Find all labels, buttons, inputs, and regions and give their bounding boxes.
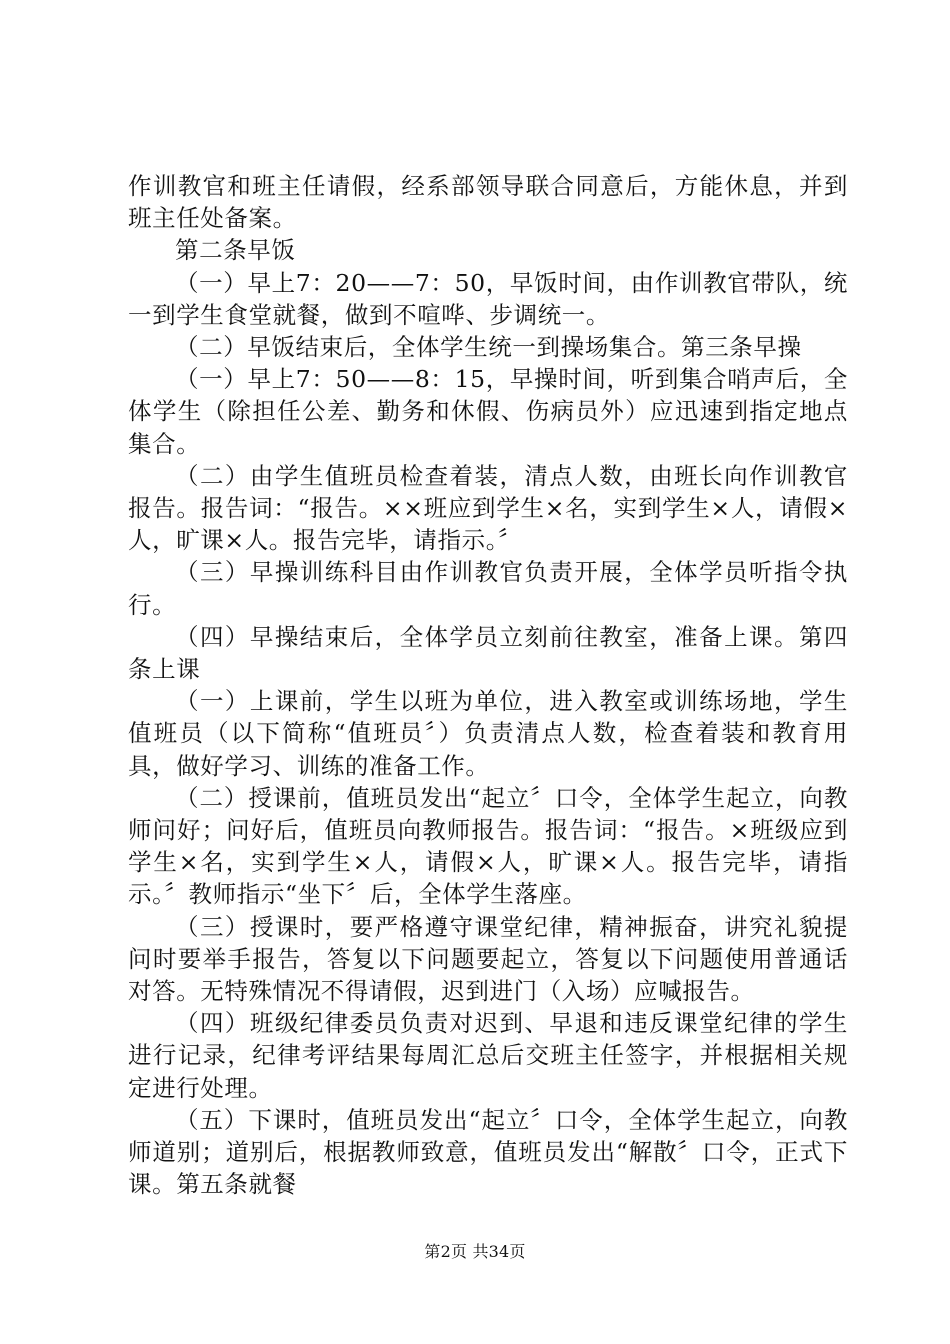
paragraph: （一）早上7：50——8：15，早操时间，听到集合哨声后，全体学生（除担任公差、勤务和休假、伤病员外）应迅速到指定地点集合。: [128, 365, 848, 458]
paragraph: （一）早上7：20——7：50，早饭时间，由作训教官带队，统一到学生食堂就餐，做到不喧哗、步调统一。: [128, 268, 848, 329]
paragraph: （四）班级纪律委员负责对迟到、早退和违反课堂纪律的学生进行记录，纪律考评结果每周汇总后交班主任签字，并根据相关规定进行处理。: [128, 1009, 848, 1102]
paragraph: （二）由学生值班员检查着装，清点人数，由班长向作训教官报告。报告词：“报告。××班应到学生×名，实到学生×人，请假×人，旷课×人。报告完毕，请指示。〞: [128, 461, 848, 555]
paragraph: （二）早饭结束后，全体学生统一到操场集合。第三条早操: [175, 333, 802, 362]
paragraph: （二）授课前，值班员发出“起立〞口令，全体学生起立，向教师问好；问好后，值班员向教师报告。报告词：“报告。×班级应到学生×名，实到学生×人，请假×人，旷课×人。报告完毕，请指示。〞教师指示“坐下〞后，全体学生落座。: [128, 783, 848, 909]
paragraph: （四）早操结束后，全体学员立刻前往教室，准备上课。第四条上课: [128, 622, 848, 684]
paragraph: 第二条早饭: [175, 236, 296, 265]
paragraph: （一）上课前，学生以班为单位，进入教室或训练场地，学生值班员（以下简称“值班员〞）负责清点人数，检查着装和教育用具，做好学习、训练的准备工作。: [128, 687, 848, 780]
paragraph: （三）授课时，要严格遵守课堂纪律，精神振奋，讲究礼貌提问时要举手报告，答复以下问题要起立，答复以下问题使用普通话对答。无特殊情况不得请假，迟到进门（入场）应喊报告。: [128, 912, 848, 1006]
paragraph: （三）早操训练科目由作训教官负责开展，全体学员听指令执行。: [128, 558, 848, 619]
paragraph: （五）下课时，值班员发出“起立〞口令，全体学生起立，向教师道别；道别后，根据教师致意，值班员发出“解散〞口令，正式下课。第五条就餐: [128, 1105, 848, 1199]
paragraph: 作训教官和班主任请假，经系部领导联合同意后，方能休息，并到班主任处备案。: [128, 172, 848, 233]
document-body: [128, 170, 848, 1201]
page-number-footer: 第2页 共34页: [424, 1242, 526, 1261]
